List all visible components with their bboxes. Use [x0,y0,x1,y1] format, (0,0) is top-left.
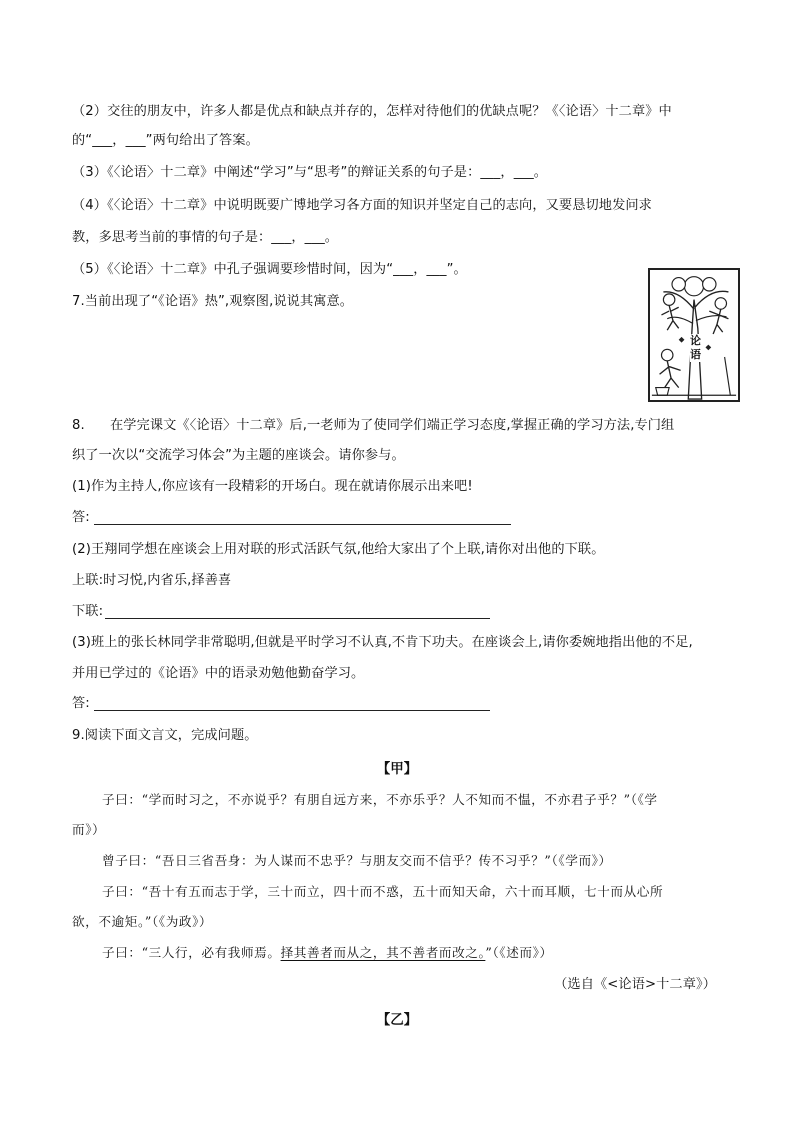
passage-p1-line1: 子曰：“学而时习之，不亦说乎？有朋自远方来，不亦乐乎？人不知而不愠，不亦君子乎？”（《学 [102,792,658,807]
passage-p4-post: ”（《述而》） [485,945,553,960]
upper-couplet: 上联:时习悦,内省乐,择善喜 [72,573,232,588]
q7-text: 7.当前出现了“《论语》热”,观察图,说说其寓意。 [72,294,354,309]
passage-p1-line2: 而》） [72,822,106,837]
lower-couplet-line[interactable] [105,618,490,619]
cartoon-image [648,268,740,402]
lower-couplet-label: 下联: [72,604,104,619]
q8-answer3-label: 答: [72,696,90,711]
q8-sub3-line1: (3)班上的张长林同学非常聪明,但就是平时学习不认真,不肯下功夫。在座谈会上,请你委婉地指出他的不足, [72,635,693,650]
q6-item2-line1: （2）交往的朋友中，许多人都是优点和缺点并存的，怎样对待他们的优缺点呢？《〈论语〉十二章》中 [72,104,672,119]
yi-title: 【乙】 [376,1012,418,1028]
cartoon-label: 论语 [690,334,704,362]
passage-p3-line1: 子曰：“吾十有五而志于学，三十而立，四十而不惑，五十而知天命，六十而耳顺，七十而从心所 [102,884,664,899]
q6-item4-line1: （4）《〈论语〉十二章》中说明既要广博地学习各方面的知识并坚定自己的志向，又要恳切地发问求 [72,198,652,213]
passage-source: （选自《<论语>十二章》） [554,977,716,992]
passage-p4-pre: 子曰：“三人行，必有我师焉。 [102,945,281,960]
q6-item5: （5）《〈论语〉十二章》中孔子强调要珍惜时间，因为“___，___”。 [72,262,467,277]
answer3-line[interactable] [94,710,490,711]
q6-item2-line2: 的“___，___”两句给出了答案。 [72,133,259,148]
q6-item4-line2: 教，多思考当前的事情的句子是：___，___。 [72,230,339,245]
passage-p3-line2: 欲，不逾矩。”（《为政》） [72,914,213,929]
q8-sub1: (1)作为主持人,你应该有一段精彩的开场白。现在就请你展示出来吧! [72,479,473,494]
q6-item3: （3）《〈论语〉十二章》中阐述“学习”与“思考”的辩证关系的句子是：___，___。 [72,165,548,180]
q9-text: 9.阅读下面文言文，完成问题。 [72,728,258,743]
answer1-line[interactable] [94,524,511,525]
q8-number: 8. [72,418,85,433]
q8-sub3-line2: 并用已学过的《论语》中的语录劝勉他勤奋学习。 [72,666,365,681]
passage-p2: 曾子曰：“吾日三省吾身：为人谋而不忠乎？与朋友交而不信乎？传不习乎？”（《学而》） [102,853,612,868]
passage-p4-underlined: 择其善者而从之，其不善者而改之。 [280,945,486,960]
q8-intro-line2: 织了一次以“交流学习体会”为主题的座谈会。请你参与。 [72,448,405,463]
q8-answer1-label: 答: [72,510,90,525]
passage-p4 [102,943,553,963]
jia-title: 【甲】 [376,761,418,777]
q8-sub2: (2)王翔同学想在座谈会上用对联的形式活跃气氛,他给大家出了个上联,请你对出他的下联。 [72,542,605,557]
q8-intro-line1: 在学完课文《〈论语〉十二章》后,一老师为了使同学们端正学习态度,掌握正确的学习方法,专门组 [110,418,675,433]
